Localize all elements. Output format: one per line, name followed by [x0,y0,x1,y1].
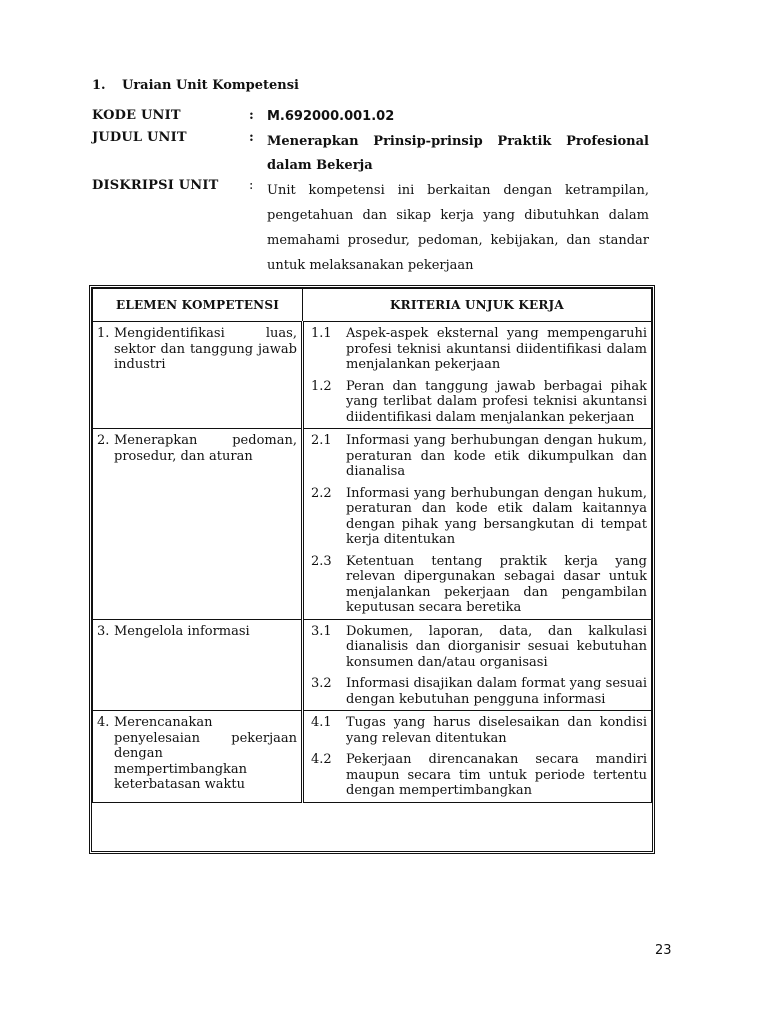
kriteria-item [308,554,647,616]
page-number: 23 [655,943,672,958]
elemen-cell [93,322,303,429]
kriteria-text: Ketentuan tentang praktik kerja yang relevan dipergunakan sebagai dasar untuk menjalankan pekerjaan dan pengambilan keputusan secara beretika [346,553,647,615]
kriteria-number: 3.2 [311,676,332,691]
kriteria-item [308,715,647,746]
kriteria-number: 2.3 [311,553,332,569]
deskripsi-unit-value: Unit kompetensi ini berkaitan dengan ketrampilan, pengetahuan dan sikap kerja yang dibutuhkan dalam memahami prosedur, pedoman, kebijakan, dan standar untuk melaksanakan pekerjaan [267,183,649,273]
kriteria-cell [303,322,652,429]
kriteria-text: Tugas yang harus diselesaikan dan kondisi yang relevan ditentukan [346,715,647,746]
elemen-text: Mengidentifikasi luas, sektor dan tanggung jawab industri [114,326,297,372]
kriteria-item [308,486,647,548]
kriteria-item [308,676,647,707]
section-number: 1. [92,78,106,93]
kriteria-number: 4.2 [311,752,332,767]
header-elemen-kompetensi: ELEMEN KOMPETENSI [93,289,303,322]
kriteria-number: 4.1 [311,715,332,730]
section-heading [92,78,299,93]
kriteria-item [308,624,647,671]
kriteria-item [308,326,647,373]
elemen-item [97,715,297,793]
kriteria-cell [303,429,652,620]
elemen-number: 4. [97,715,110,730]
header-kriteria-unjuk-kerja: KRITERIA UNJUK KERJA [303,289,652,322]
elemen-text: Merencanakan penyelesaian pekerjaan dengan mempertimbangkan keterbatasan waktu [114,715,297,792]
table-row [93,322,652,429]
elemen-text: Mengelola informasi [114,623,250,639]
table-row [93,619,652,711]
competency-table [92,288,652,803]
deskripsi-unit-label: DISKRIPSI UNIT [92,178,219,193]
kriteria-item [308,433,647,480]
kriteria-text: Informasi yang berhubungan dengan hukum, peraturan dan kode etik dikumpulkan dan dianalisa [346,433,647,479]
judul-unit-label: JUDUL UNIT [92,130,187,145]
kode-unit-value: M.692000.001.02 [267,109,395,124]
elemen-text: Menerapkan pedoman, prosedur, dan aturan [114,433,297,464]
kriteria-text: Peran dan tanggung jawab berbagai pihak yang terlibat dalam profesi teknisi akuntansi diidentifikasi dalam menjalankan pekerjaan [346,378,647,425]
elemen-number: 2. [97,433,110,448]
kriteria-number: 2.2 [311,485,332,501]
elemen-item [97,326,297,373]
competency-table-frame [89,285,655,854]
elemen-number: 1. [97,326,110,341]
kriteria-cell [303,711,652,803]
elemen-cell [93,429,303,620]
kriteria-number: 1.2 [311,378,332,394]
kriteria-cell [303,619,652,711]
table-header-row [93,289,652,322]
elemen-item [97,433,297,464]
kriteria-text: Informasi disajikan dalam format yang sesuai dengan kebutuhan pengguna informasi [346,676,647,707]
kriteria-text: Dokumen, laporan, data, dan kalkulasi dianalisis dan diorganisir sesuai kebutuhan konsumen dan/atau organisasi [346,623,647,670]
kriteria-text: Informasi yang berhubungan dengan hukum, peraturan dan kode etik dalam kaitannya dengan pihak yang bersangkutan di tempat kerja ditentukan [346,485,647,547]
table-row [93,711,652,803]
kriteria-item [308,379,647,426]
kriteria-text: Pekerjaan direncanakan secara mandiri maupun secara tim untuk periode tertentu dengan mempertimbangkan [346,752,647,798]
kode-unit-label: KODE UNIT [92,108,181,123]
judul-unit-value: Menerapkan Prinsip-prinsip Praktik Profesional dalam Bekerja [267,134,649,173]
elemen-cell [93,711,303,803]
elemen-cell [93,619,303,711]
kriteria-number: 3.1 [311,623,332,639]
deskripsi-unit-colon: : [249,178,254,193]
section-title: Uraian Unit Kompetensi [122,78,299,93]
judul-unit-colon: : [249,130,254,145]
kode-unit-colon: : [249,108,254,123]
kriteria-number: 2.1 [311,433,332,448]
kriteria-number: 1.1 [311,326,332,341]
kriteria-item [308,752,647,799]
elemen-item [97,624,297,640]
elemen-number: 3. [97,623,110,639]
table-row [93,429,652,620]
kriteria-text: Aspek-aspek eksternal yang mempengaruhi profesi teknisi akuntansi diidentifikasi dalam menjalankan pekerjaan [346,326,647,372]
